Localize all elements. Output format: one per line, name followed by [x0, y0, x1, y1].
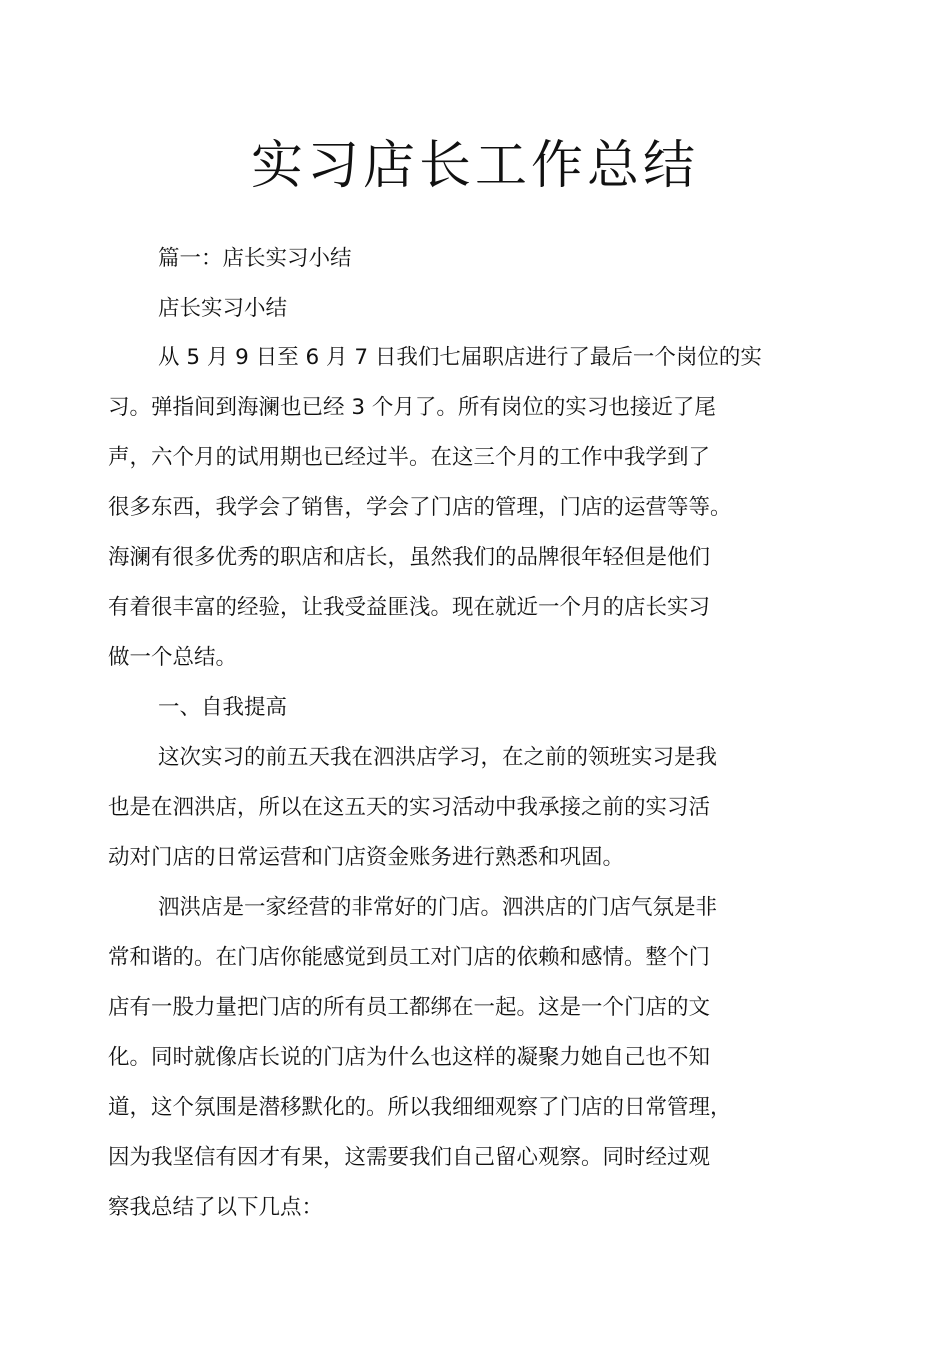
- paragraph-line: 这次实习的前五天我在泗洪店学习，在之前的领班实习是我: [158, 745, 718, 770]
- paragraph-line: 泗洪店是一家经营的非常好的门店。泗洪店的门店气氛是非: [158, 895, 718, 920]
- section-heading: 一、自我提高: [158, 695, 288, 720]
- paragraph-line: 化。同时就像店长说的门店为什么也这样的凝聚力她自己也不知: [108, 1045, 711, 1070]
- paragraph-line: 店长实习小结: [158, 296, 288, 321]
- paragraph-line: 做一个总结。: [108, 645, 238, 670]
- paragraph-line: 店有一股力量把门店的所有员工都绑在一起。这是一个门店的文: [108, 995, 711, 1020]
- paragraph-line: 也是在泗洪店，所以在这五天的实习活动中我承接之前的实习活: [108, 795, 711, 820]
- paragraph-line: 海澜有很多优秀的职店和店长，虽然我们的品牌很年轻但是他们: [108, 545, 711, 570]
- paragraph-line: 很多东西，我学会了销售，学会了门店的管理，门店的运营等等。: [108, 495, 732, 520]
- paragraph-line: 因为我坚信有因才有果，这需要我们自己留心观察。同时经过观: [108, 1145, 711, 1170]
- paragraph-line: 从 5 月 9 日至 6 月 7 日我们七届职店进行了最后一个岗位的实: [158, 345, 762, 370]
- document-title: 实习店长工作总结: [250, 136, 699, 196]
- paragraph-line: 察我总结了以下几点：: [108, 1195, 324, 1220]
- paragraph-line: 道，这个氛围是潜移默化的。所以我细细观察了门店的日常管理，: [108, 1095, 732, 1120]
- paragraph-line: 有着很丰富的经验，让我受益匪浅。现在就近一个月的店长实习: [108, 595, 711, 620]
- paragraph-line: 习。弹指间到海澜也已经 3 个月了。所有岗位的实习也接近了尾: [108, 395, 716, 420]
- paragraph-line: 篇一：店长实习小结: [158, 246, 352, 271]
- paragraph-line: 常和谐的。在门店你能感觉到员工对门店的依赖和感情。整个门: [108, 945, 711, 970]
- paragraph-line: 声，六个月的试用期也已经过半。在这三个月的工作中我学到了: [108, 445, 711, 470]
- paragraph-line: 动对门店的日常运营和门店资金账务进行熟悉和巩固。: [108, 845, 625, 870]
